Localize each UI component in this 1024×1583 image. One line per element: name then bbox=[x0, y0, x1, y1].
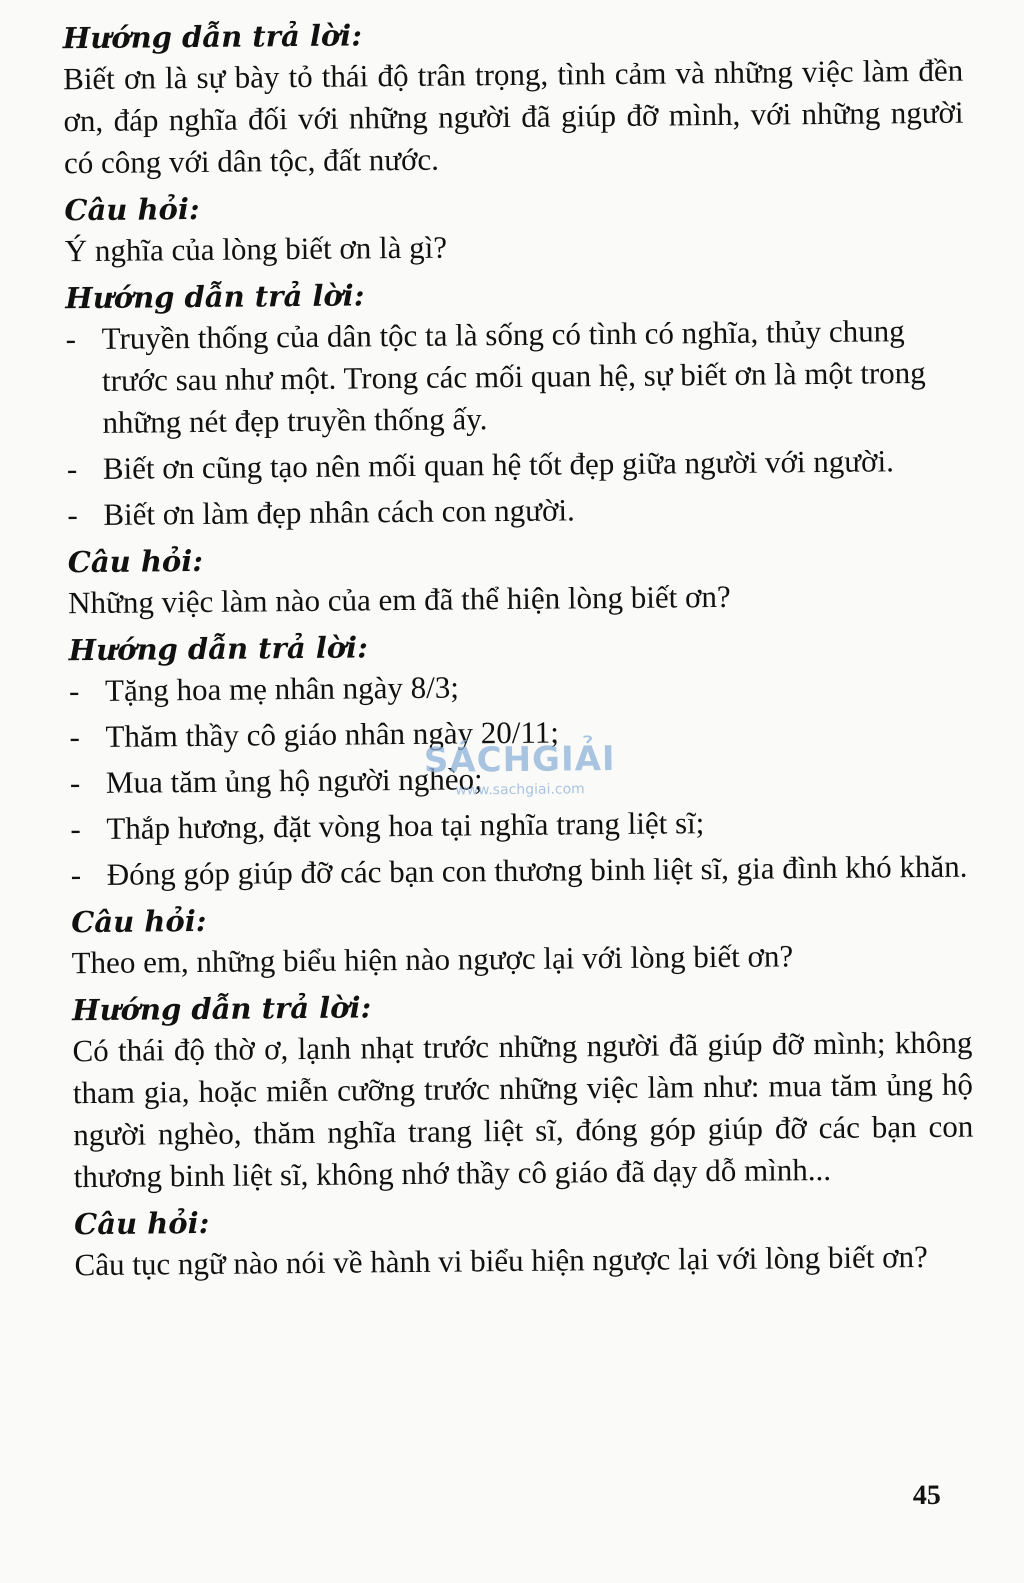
list-dash: - bbox=[67, 497, 78, 533]
list-item bbox=[71, 846, 971, 897]
paragraph: Theo em, những biểu hiện nào ngược lại với lòng biết ơn? bbox=[71, 938, 794, 981]
list-dash: - bbox=[70, 811, 81, 847]
paragraph: Ý nghĩa của lòng biết ơn là gì? bbox=[64, 229, 448, 269]
question-heading: Câu hỏi: bbox=[67, 543, 204, 580]
list-item-text: Tặng hoa mẹ nhân ngày 8/3; bbox=[104, 669, 460, 708]
paragraph: Có thái độ thờ ơ, lạnh nhạt trước những người đã giúp đỡ mình; không tham gia, hoặc miễn cưỡng trước những việc làm như: mua tăm ủng hộ người nghèo, thăm nghĩa trang liệt sĩ, đóng góp giúp đỡ các bạn con thương binh liệt sĩ, không nhớ thầy cô giáo đã dạy dỗ mình... bbox=[72, 1024, 974, 1195]
list-item-text: Biết ơn cũng tạo nên mối quan hệ tốt đẹp giữa người với người. bbox=[102, 443, 895, 486]
list-dash: - bbox=[68, 673, 80, 709]
list-item bbox=[67, 486, 967, 537]
paragraph: Những việc làm nào của em đã thể hiện lòng biết ơn? bbox=[68, 578, 731, 621]
list-item-text: Thắp hương, đặt vòng hoa tại nghĩa trang liệt sĩ; bbox=[106, 805, 705, 846]
list-dash: - bbox=[69, 719, 80, 755]
page-number: 45 bbox=[912, 1479, 941, 1512]
question-heading: Câu hỏi: bbox=[73, 1205, 210, 1242]
paragraph: Biết ơn là sự bày tỏ thái độ trân trọng, tình cảm và những việc làm đền ơn, đáp nghĩa đối với những người đã giúp đỡ mình, với những người có công với dân tộc, đất nước. bbox=[62, 52, 964, 181]
question-heading: Câu hỏi: bbox=[64, 191, 200, 228]
page-content bbox=[63, 10, 975, 1293]
watermark-logo: SÁCHGIẢI bbox=[423, 739, 616, 781]
watermark bbox=[400, 737, 641, 809]
list-dash: - bbox=[65, 321, 77, 357]
answer-heading: Hướng dẫn trả lời: bbox=[71, 990, 372, 1028]
list-item-text: Thăm thầy cô giáo nhân ngày 20/11; bbox=[105, 714, 560, 754]
watermark-url: www.sachgiai.com bbox=[455, 781, 585, 799]
answer-heading: Hướng dẫn trả lời: bbox=[62, 18, 363, 56]
list-item-text: Biết ơn làm đẹp nhân cách con người. bbox=[103, 492, 575, 532]
list-item-text: Truyền thống của dân tộc ta là sống có tình có nghĩa, thủy chung trước sau như một. Trong các mối quan hệ, sự biết ơn là một trong những nét đẹp truyền thống ấy. bbox=[101, 313, 926, 440]
list-dash: - bbox=[70, 857, 82, 893]
question-heading: Câu hỏi: bbox=[71, 903, 207, 940]
paragraph: Câu tục ngữ nào nói về hành vi biểu hiện ngược lại với lòng biết ơn? bbox=[74, 1239, 928, 1283]
list-item-text: Mua tăm ủng hộ người nghèo; bbox=[105, 761, 483, 800]
list-item bbox=[65, 310, 966, 445]
list-dash: - bbox=[69, 765, 81, 801]
list-dash: - bbox=[66, 451, 78, 487]
list-item bbox=[67, 440, 967, 491]
list-item bbox=[69, 662, 969, 713]
list-item-text: Đóng góp giúp đỡ các bạn con thương binh liệt sĩ, gia đình khó khăn. bbox=[106, 848, 968, 892]
answer-heading: Hướng dẫn trả lời: bbox=[68, 630, 368, 668]
bullet-list bbox=[65, 310, 967, 537]
answer-heading: Hướng dẫn trả lời: bbox=[65, 278, 365, 316]
